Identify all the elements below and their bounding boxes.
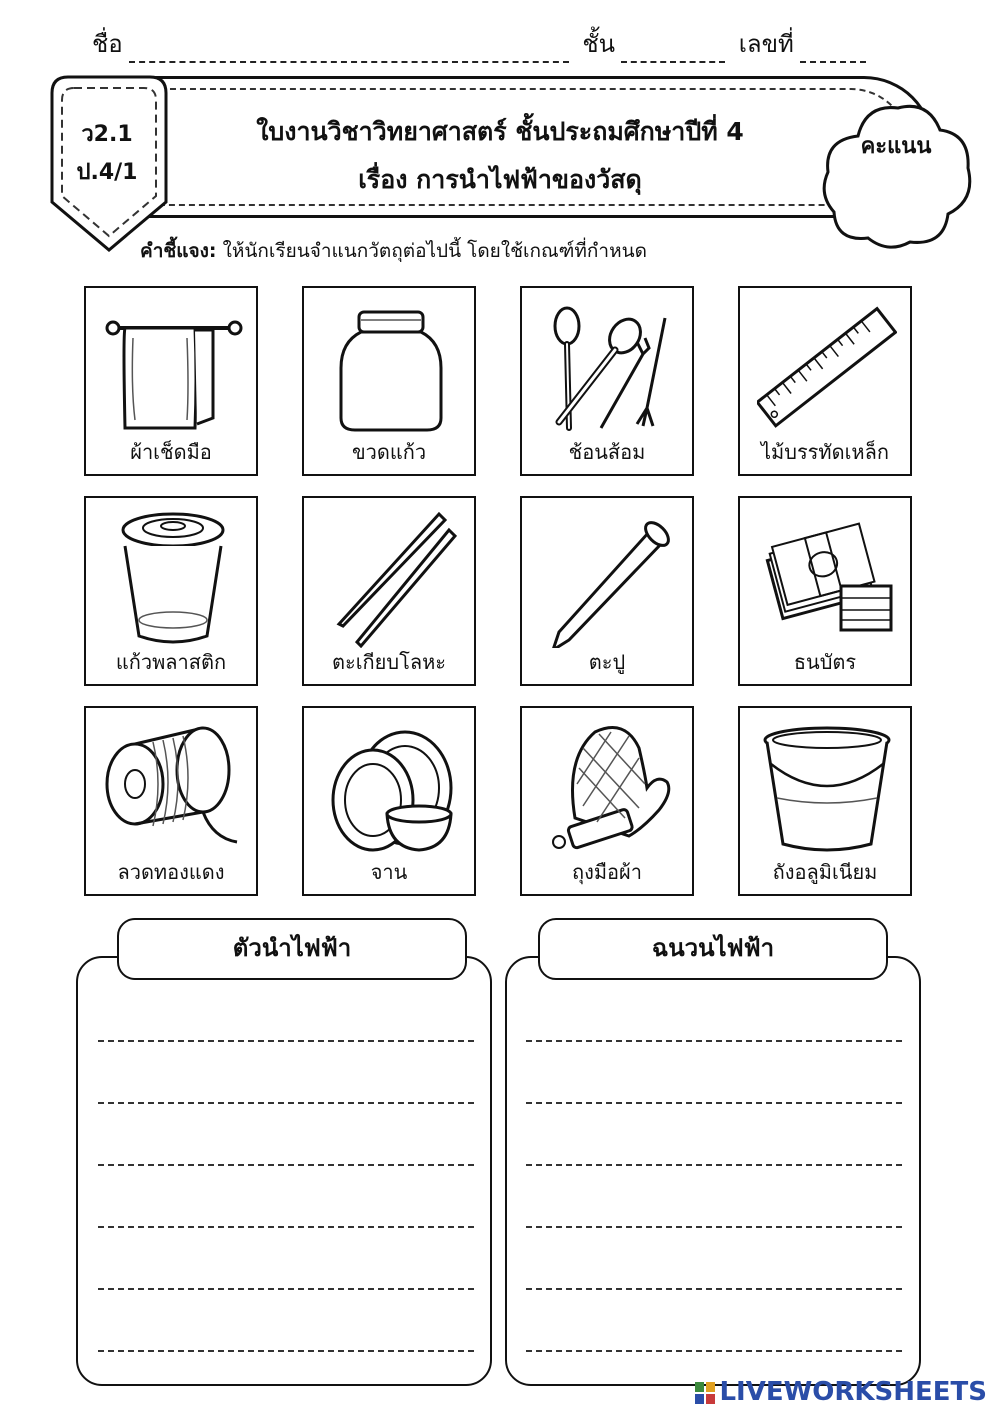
answer-line[interactable] (526, 1288, 902, 1290)
name-blank[interactable] (129, 37, 569, 63)
ruler-icon (757, 298, 897, 438)
brand-mark-icon (695, 1382, 715, 1404)
item-label: ลวดทองแดง (117, 860, 225, 884)
nail-icon (539, 508, 679, 648)
answer-line[interactable] (526, 1102, 902, 1104)
item-card[interactable] (520, 286, 694, 476)
spoon-fork-icon (539, 298, 679, 438)
item-card[interactable] (84, 496, 258, 686)
glass-jar-icon (321, 298, 461, 438)
item-label: ไม้บรรทัดเหล็ก (761, 440, 889, 464)
oven-mitt-icon (539, 718, 679, 858)
answer-line[interactable] (98, 1226, 474, 1228)
brand-logo (695, 1377, 987, 1407)
item-label: จาน (370, 860, 408, 884)
banknotes-icon (757, 508, 897, 648)
answer-line[interactable] (526, 1226, 902, 1228)
answer-line[interactable] (98, 1102, 474, 1104)
item-label: ถุงมือผ้า (571, 860, 643, 884)
bucket-icon (757, 718, 897, 858)
answer-line[interactable] (98, 1164, 474, 1166)
instruction-lead: คำชี้แจง: (140, 240, 217, 262)
worksheet-title: ใบงานวิชาวิทยาศาสตร์ ชั้นประถมศึกษาปีที่ 4 (256, 117, 744, 146)
conductor-panel (76, 956, 492, 1386)
item-label: ผ้าเช็ดมือ (130, 440, 212, 464)
student-info-line (92, 24, 912, 64)
class-blank[interactable] (621, 37, 725, 63)
instruction (140, 236, 647, 266)
worksheet-subtitle: เรื่อง การนำไฟฟ้าของวัสดุ (358, 165, 642, 194)
chopsticks-icon (321, 508, 461, 648)
number-blank[interactable] (800, 37, 866, 63)
copper-wire-icon (103, 718, 243, 858)
item-label: ถังอลูมิเนียม (772, 860, 878, 884)
number-label: เลขที่ (738, 30, 794, 58)
plastic-cup-icon (103, 508, 243, 648)
item-card[interactable] (84, 706, 258, 896)
brand-text: LIVEWORKSHEETS (719, 1377, 987, 1407)
insulator-header: ฉนวนไฟฟ้า (538, 918, 888, 980)
item-card[interactable] (738, 286, 912, 476)
item-label: ธนบัตร (793, 650, 857, 674)
answer-line[interactable] (526, 1040, 902, 1042)
instruction-text: ให้นักเรียนจำแนกวัตถุต่อไปนี้ โดยใช้เกณฑ์ที่กำหนด (222, 240, 647, 262)
item-card[interactable] (520, 706, 694, 896)
class-label: ชั้น (582, 30, 616, 58)
towel-icon (103, 298, 243, 438)
answer-line[interactable] (98, 1288, 474, 1290)
item-card[interactable] (302, 496, 476, 686)
insulator-panel (505, 956, 921, 1386)
item-label: ตะปู (588, 650, 626, 674)
conductor-header: ตัวนำไฟฟ้า (117, 918, 467, 980)
item-card[interactable] (302, 706, 476, 896)
item-label: ขวดแก้ว (351, 440, 427, 464)
grade-indicator: ป.4/1 (76, 160, 138, 185)
score-label: คะแนน (860, 134, 932, 159)
item-card[interactable] (738, 496, 912, 686)
standard-code: ว2.1 (81, 122, 133, 147)
answer-line[interactable] (526, 1164, 902, 1166)
item-label: แก้วพลาสติก (115, 650, 227, 674)
item-card[interactable] (738, 706, 912, 896)
item-label: ตะเกียบโลหะ (331, 650, 446, 674)
plates-icon (321, 718, 461, 858)
answer-line[interactable] (98, 1350, 474, 1352)
item-card[interactable] (520, 496, 694, 686)
score-cloud-icon (818, 96, 978, 256)
name-label: ชื่อ (92, 30, 123, 58)
answer-line[interactable] (98, 1040, 474, 1042)
item-card[interactable] (302, 286, 476, 476)
item-card[interactable] (84, 286, 258, 476)
answer-line[interactable] (526, 1350, 902, 1352)
item-label: ช้อนส้อม (568, 440, 646, 464)
